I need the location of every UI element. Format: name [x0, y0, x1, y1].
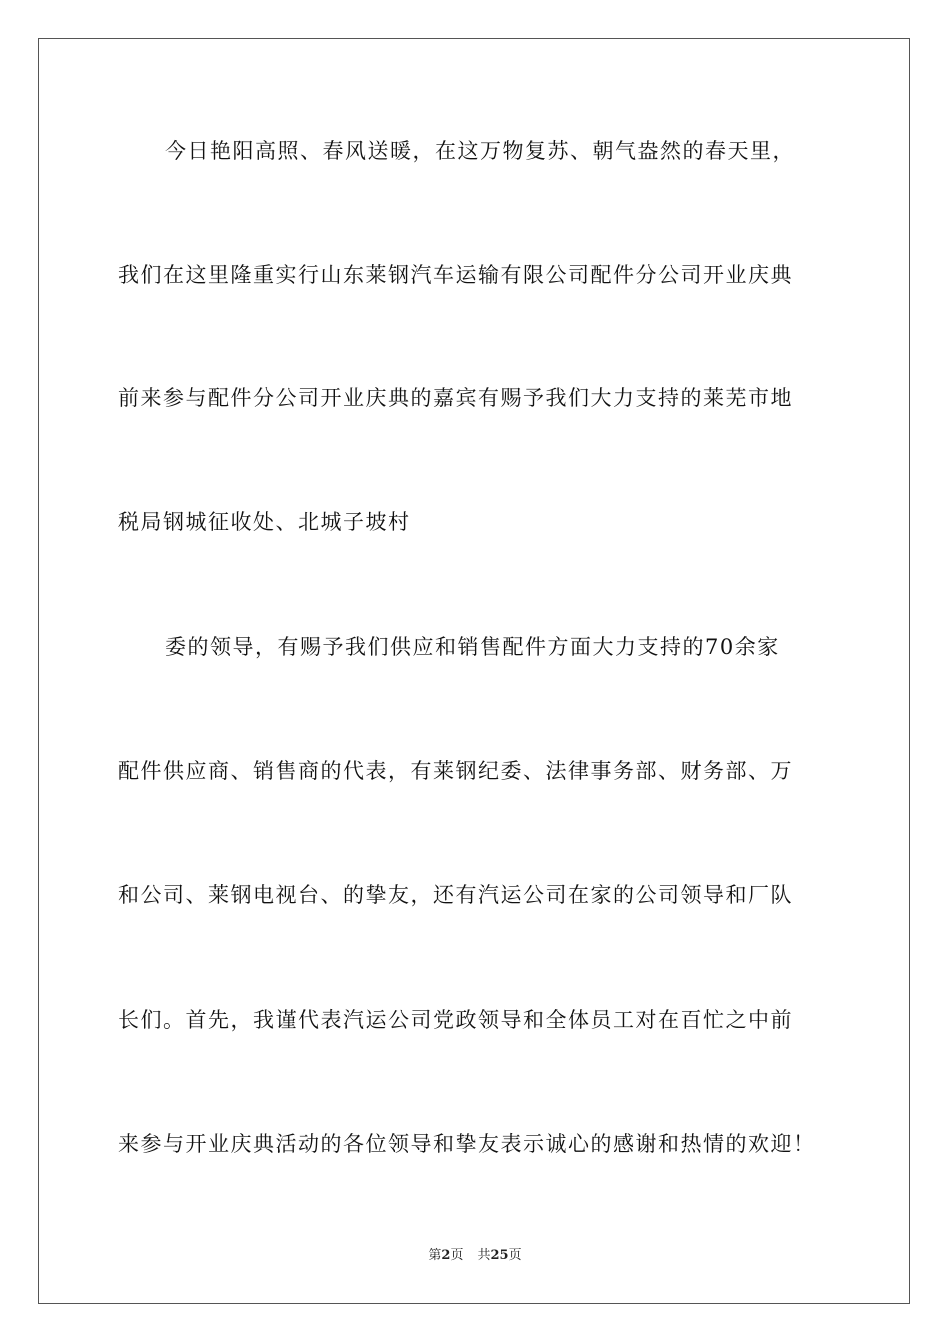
page-footer [0, 1248, 950, 1264]
paragraph-line: 和公司、莱钢电视台、的挚友，还有汽运公司在家的公司领导和厂队 [118, 883, 793, 907]
page-border [38, 38, 910, 1304]
page-prefix: 第 [428, 1248, 442, 1263]
total-prefix: 共 [477, 1248, 491, 1263]
total-pages: 25 [490, 1248, 509, 1263]
paragraph-line: 来参与开业庆典活动的各位领导和挚友表示诚心的感谢和热情的欢迎！ [118, 1132, 816, 1156]
paragraph-line: 长们。首先，我谨代表汽运公司党政领导和全体员工对在百忙之中前 [118, 1008, 793, 1032]
paragraph-line: 配件供应商、销售商的代表，有莱钢纪委、法律事务部、财务部、万 [118, 759, 793, 783]
total-suffix: 页 [508, 1248, 522, 1263]
paragraph-line: 我们在这里隆重实行山东莱钢汽车运输有限公司配件分公司开业庆典 [118, 263, 793, 287]
paragraph-line: 委的领导，有赐予我们供应和销售配件方面大力支持的70余家 [165, 635, 780, 659]
paragraph-line: 今日艳阳高照、春风送暖，在这万物复苏、朝气盎然的春天里， [165, 139, 795, 163]
paragraph-line: 税局钢城征收处、北城子坡村 [118, 510, 411, 534]
paragraph-line: 前来参与配件分公司开业庆典的嘉宾有赐予我们大力支持的莱芜市地 [118, 386, 793, 410]
page-suffix: 页 [450, 1248, 464, 1263]
page-number: 2 [441, 1248, 451, 1263]
